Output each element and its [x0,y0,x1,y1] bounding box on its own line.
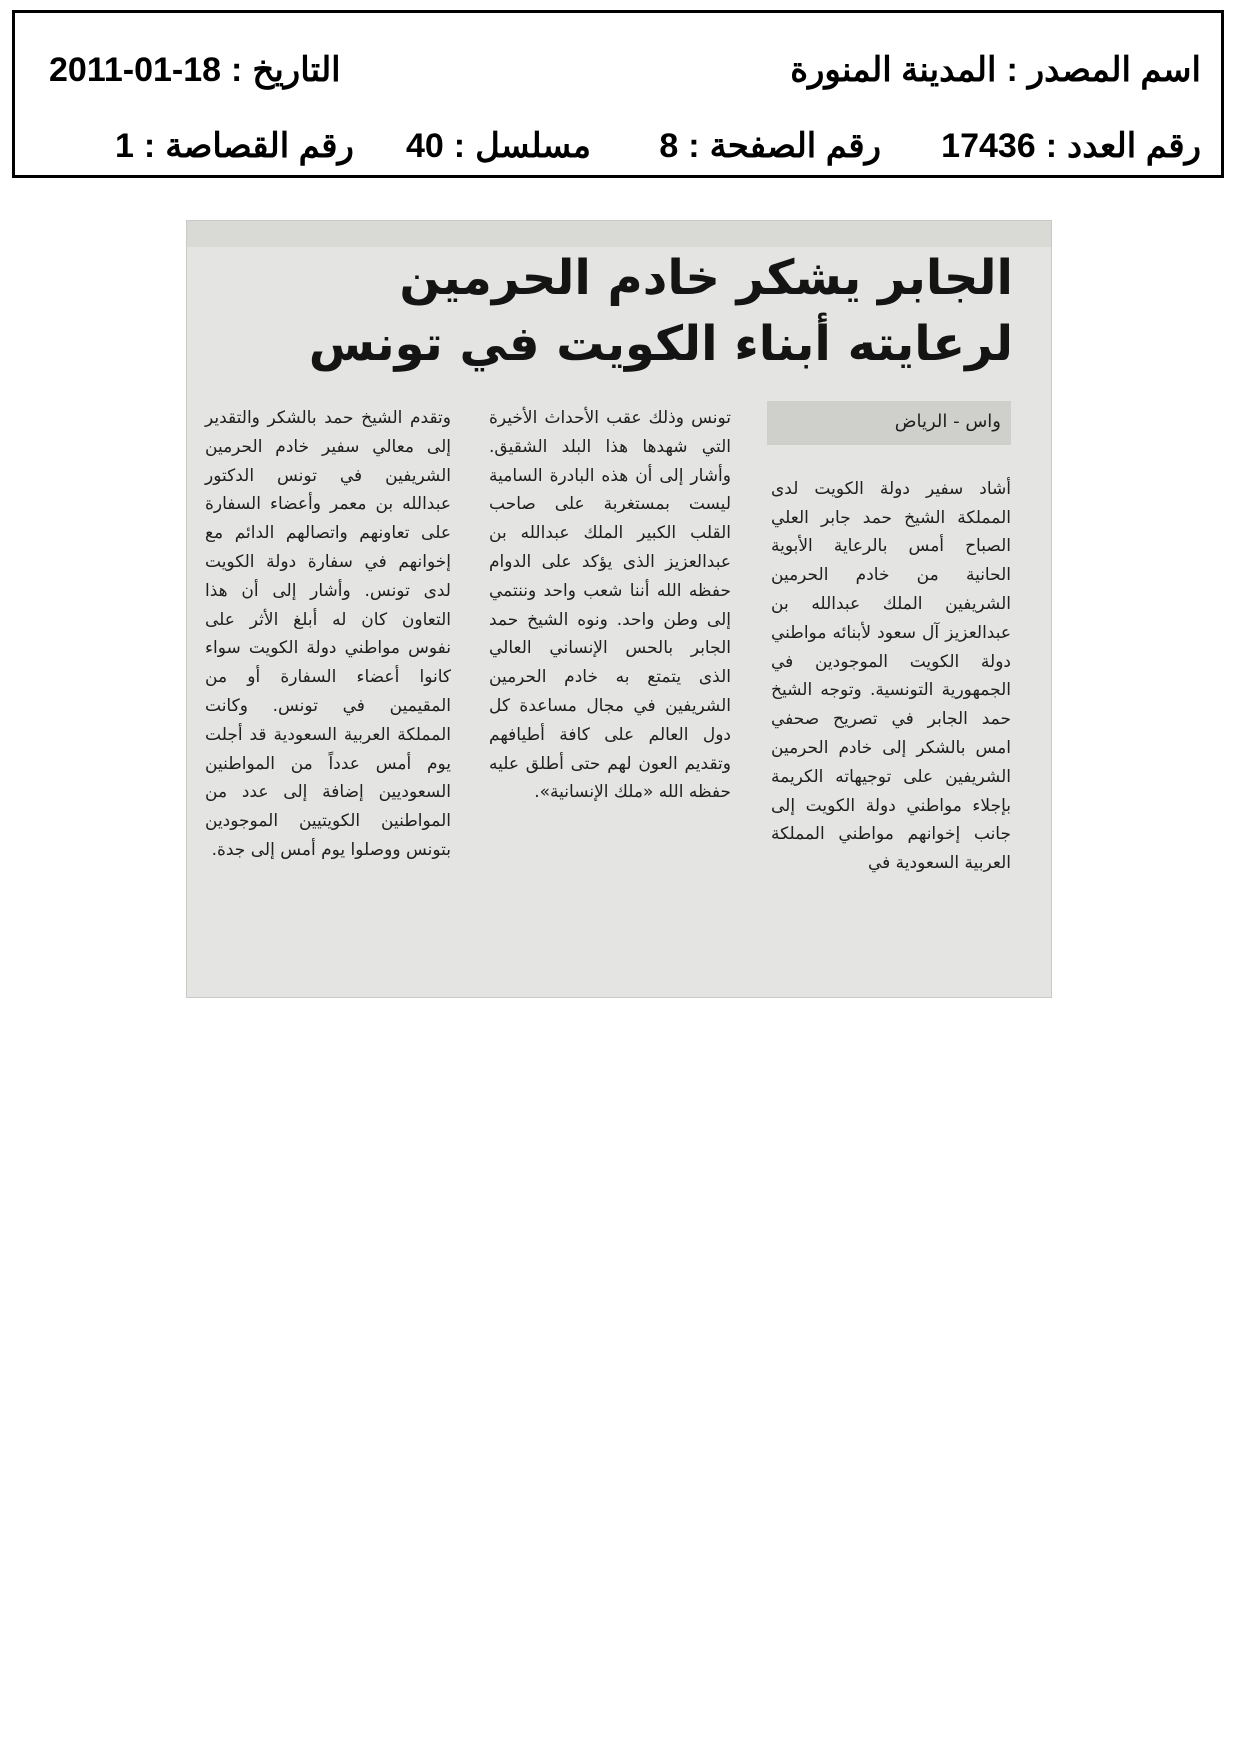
issue-value: 17436 [941,127,1036,165]
article-column-1-text: أشاد سفير دولة الكويت لدى المملكة الشيخ حمد جابر العلي الصباح أمس بالرعاية الأبوية الحانية من خادم الحرمين الشريفين الملك عبدالله بن عبدالعزيز آل سعود لأبنائه مواطني دولة الكويت الموجودين في الجمهورية التونسية. وتوجه الشيخ حمد الجابر في تصريح صحفي امس بالشكر إلى خادم الحرمين الشريفين على توجيهاته الكريمة بإجلاء مواطني دولة الكويت إلى جانب إخوانهم مواطني المملكة العربية السعودية في [771,478,1011,874]
article-column-3 [205,404,451,865]
header-row-1 [15,45,1221,95]
clip-number-value: 1 [115,127,134,165]
source-separator: : [1006,51,1018,89]
article-headline: الجابر يشكر خادم الحرمين لرعايته أبناء الكويت في تونس [308,250,1013,372]
issue-label: رقم العدد [1067,127,1201,165]
clip-number-separator: : [143,127,156,165]
source-label: اسم المصدر [1027,51,1201,89]
date-separator: : [231,51,243,89]
serial-separator: : [453,127,466,165]
date-label: التاريخ [252,51,341,89]
issue-separator: : [1045,127,1058,165]
source-value: المدينة المنورة [790,51,997,89]
newspaper-clipping [186,220,1052,998]
article-column-2-text: تونس وذلك عقب الأحداث الأخيرة التي شهدها هذا البلد الشقيق. وأشار إلى أن هذه البادرة السامية ليست بمستغربة على صاحب القلب الكبير الملك عبدالله بن عبدالعزيز الذى يؤكد على الدوام حفظه الله أننا شعب واحد وننتمي إلى وطن واحد. ونوه الشيخ حمد الجابر بالحس الإنساني العالي الذى يتمتع به خادم الحرمين الشريفين في مجال مساعدة كل دول العالم على كافة أطيافهم وتقديم العون لهم حتى أطلق عليه حفظه الله «ملك الإنسانية». [489,408,731,803]
clip-number-label: رقم القصاصة [165,127,354,165]
article-column-3-text: وتقدم الشيخ حمد بالشكر والتقدير إلى معالي سفير خادم الحرمين الشريفين في تونس الدكتور عبدالله بن معمر وأعضاء السفارة على تعاونهم واتصالهم الدائم مع إخوانهم في سفارة دولة الكويت لدى تونس. وأشار إلى أن هذا التعاون كان له أبلغ الأثر على نفوس مواطني دولة الكويت سواء كانوا أعضاء السفارة أو من المقيمين في تونس. وكانت المملكة العربية السعودية قد أجلت يوم أمس عدداً من المواطنين السعوديين إضافة إلى عدد من المواطنين الكويتيين الموجودين بتونس ووصلوا يوم أمس إلى جدة. [205,408,451,860]
header-row-2 [15,121,1221,171]
page-label: رقم الصفحة [709,127,881,165]
clipping-top-shade [187,221,1051,247]
article-column-1 [771,404,1011,878]
article-column-2 [489,404,731,807]
serial-label: مسلسل [475,127,591,165]
article-dateline: واس - الرياض [894,411,1001,432]
page-separator: : [688,127,700,165]
date-value: 2011-01-18 [49,51,222,89]
source-field [790,45,1201,95]
issue-field [941,121,1201,171]
serial-field [406,121,591,171]
date-field [49,45,341,95]
page-field [659,121,881,171]
clipping-info-header [12,10,1224,178]
clip-number-field [115,121,354,171]
serial-value: 40 [405,127,444,165]
page-value: 8 [659,127,679,165]
